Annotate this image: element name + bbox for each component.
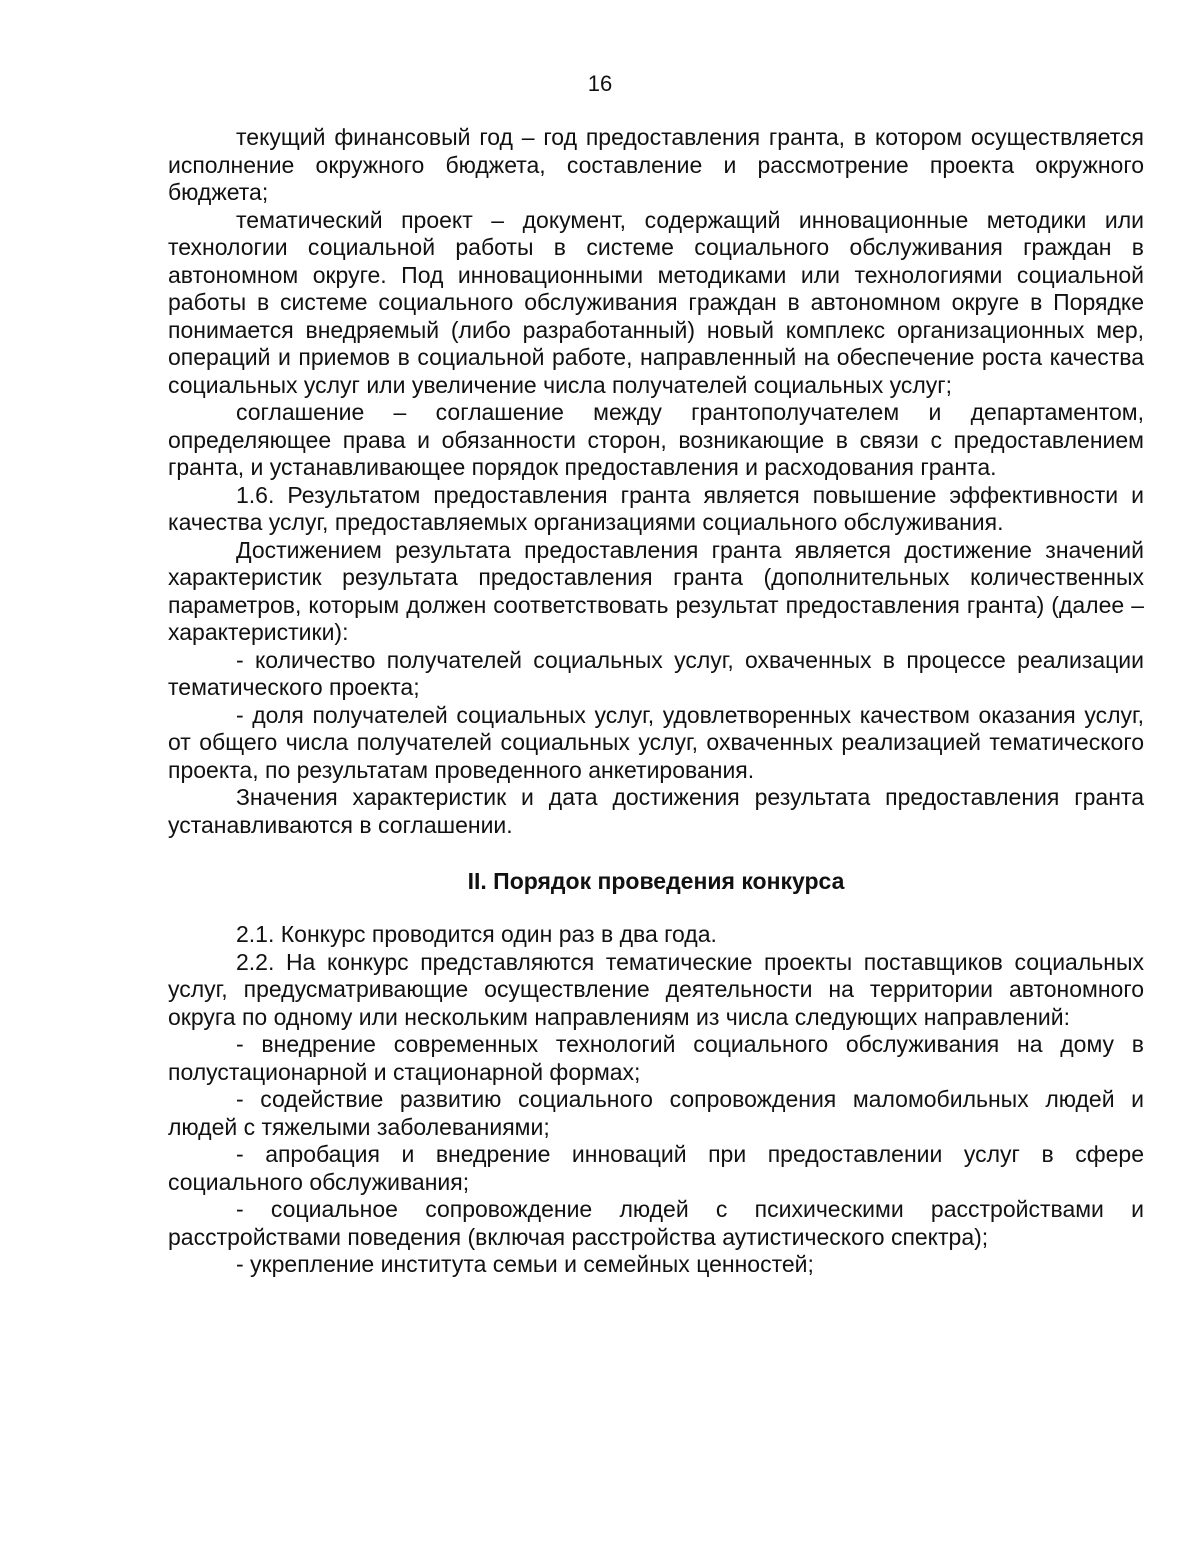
list-item-innovations: - апробация и внедрение инноваций при предоставлении услуг в сфере социального обслуживания; <box>168 1141 1144 1195</box>
list-item-family-values: - укрепление института семьи и семейных ценностей; <box>236 1251 814 1277</box>
list-item-satisfied-share: - доля получателей социальных услуг, удовлетворенных качеством оказания услуг, от общего числа получателей социальных услуг, охваченных реализацией тематического проекта, по результатам проведенного анкетирования. <box>168 701 1144 783</box>
document-body <box>168 124 1144 1279</box>
list-item-social-support-low-mobility: - содействие развитию социального сопровождения маломобильных людей и людей с тяжелыми заболеваниями; <box>168 1086 1144 1140</box>
paragraph-thematic-project: тематический проект – документ, содержащий инновационные методики или технологии социальной работы в системе социального обслуживания граждан в автономном округе. Под инновационными методиками или технологиями социальной работы в системе социального обслуживания граждан в автономном округе в Порядке понимается внедряемый (либо разработанный) новый комплекс организационных мер, операций и приемов в социальной работе, направленный на обеспечение роста качества социальных услуг или увеличение числа получателей социальных услуг; <box>168 206 1144 398</box>
section-heading: II. Порядок проведения конкурса <box>467 868 845 894</box>
paragraph-result-achievement: Достижением результата предоставления гранта является достижение значений характеристик результата предоставления гранта (дополнительных количественных параметров, которым должен соответствовать результат предоставления гранта) (далее – характеристики): <box>168 536 1144 645</box>
list-item-mental-disorders-support: - социальное сопровождение людей с психическими расстройствами и расстройствами поведения (включая расстройства аутистического спектра); <box>168 1196 1144 1250</box>
paragraph-characteristics-values: Значения характеристик и дата достижения результата предоставления гранта устанавливаются в соглашении. <box>168 784 1144 838</box>
paragraph-current-financial-year: текущий финансовый год – год предоставления гранта, в котором осуществляется исполнение окружного бюджета, составление и рассмотрение проекта окружного бюджета; <box>168 124 1144 205</box>
list-item-home-technologies: - внедрение современных технологий социального обслуживания на дому в полустационарной и стационарной формах; <box>168 1031 1144 1085</box>
paragraph-agreement: соглашение – соглашение между грантополучателем и департаментом, определяющее права и обязанности сторон, возникающие в связи с предоставлением гранта, и устанавливающее порядок предоставления и расходования гранта. <box>168 399 1144 480</box>
paragraph-clause-1-6: 1.6. Результатом предоставления гранта является повышение эффективности и качества услуг, предоставляемых организациями социального обслуживания. <box>168 481 1144 535</box>
list-item-recipients-count: - количество получателей социальных услуг, охваченных в процессе реализации тематического проекта; <box>168 646 1144 700</box>
page-number: 16 <box>587 71 613 96</box>
paragraph-clause-2-2: 2.2. На конкурс представляются тематические проекты поставщиков социальных услуг, предусматривающие осуществление деятельности на территории автономного округа по одному или нескольким направлениям из числа следующих направлений: <box>168 948 1144 1030</box>
paragraph-clause-2-1: 2.1. Конкурс проводится один раз в два года. <box>236 921 717 947</box>
